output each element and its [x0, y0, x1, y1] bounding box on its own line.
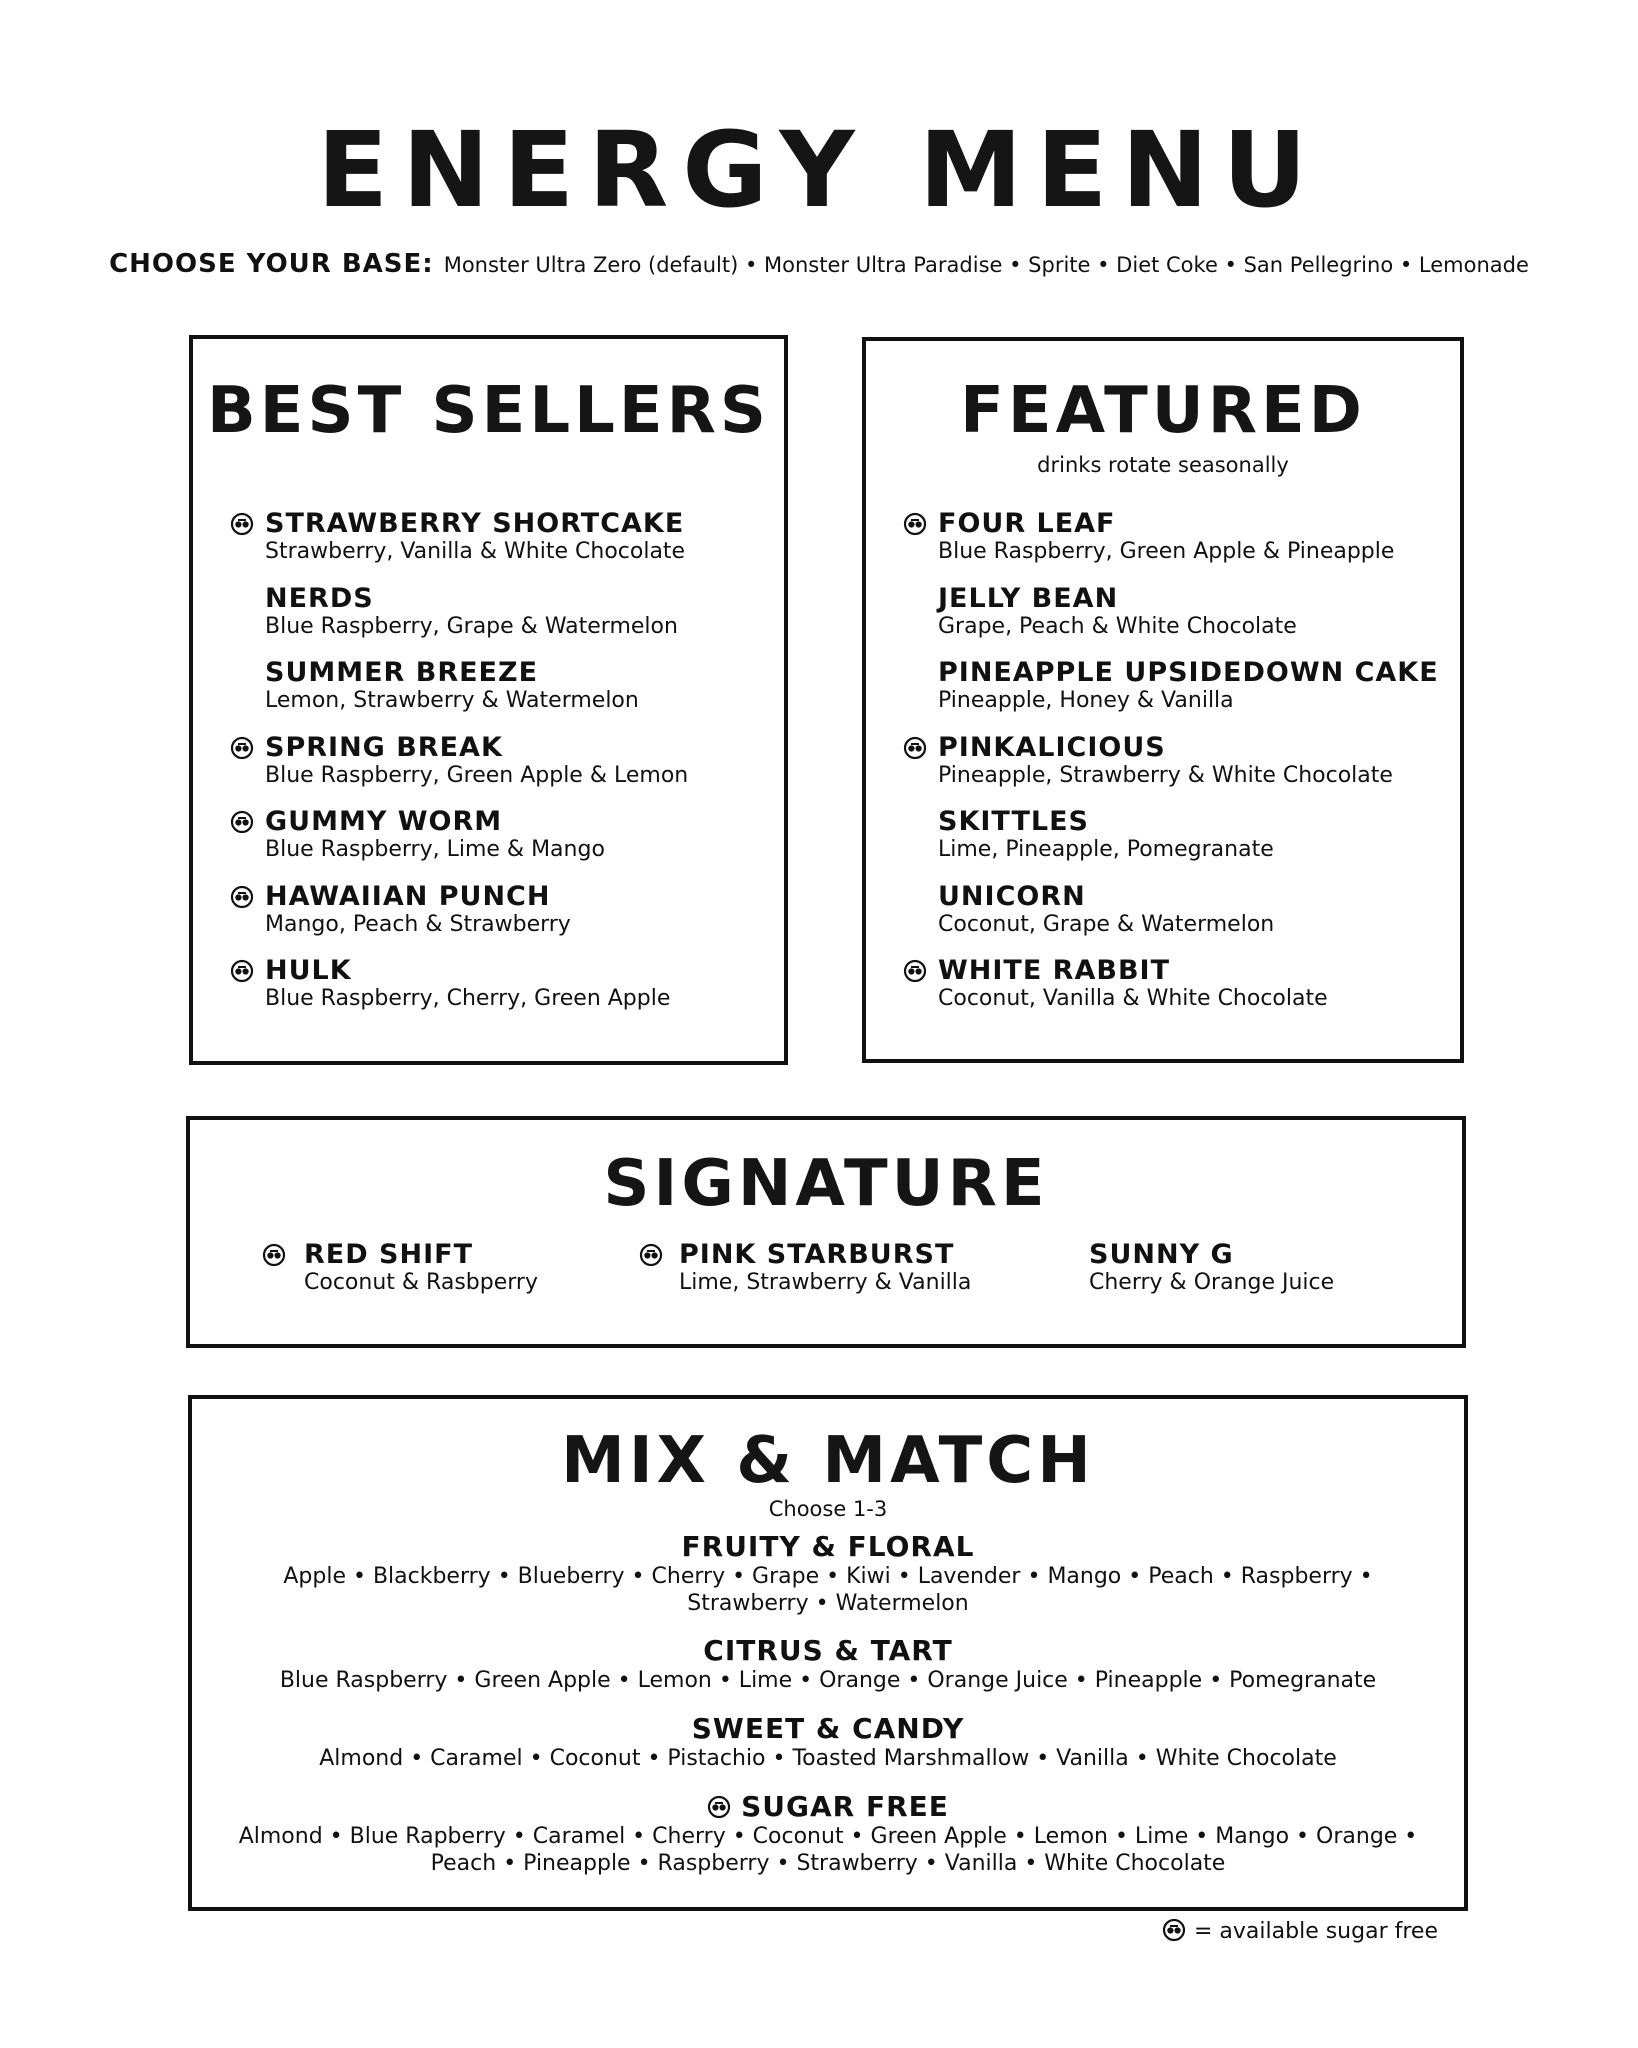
base-line	[0, 249, 1638, 279]
menu-item-name: SPRING BREAK	[265, 731, 503, 763]
menu-item-desc: Lemon, Strawberry & Watermelon	[265, 688, 639, 713]
menu-item	[938, 658, 1439, 714]
mix-group-flavors	[192, 1563, 1464, 1617]
signature-item-desc: Coconut & Rasbperry	[304, 1270, 538, 1295]
menu-item	[265, 584, 678, 640]
menu-item-name: WHITE RABBIT	[938, 955, 1170, 986]
sugar-free-icon	[230, 959, 254, 983]
menu-item-name: GUMMY WORM	[265, 806, 503, 837]
menu-item-name: STRAWBERRY SHORTCAKE	[265, 508, 685, 539]
mix-group-heading	[192, 1531, 1464, 1563]
signature-item	[304, 1240, 538, 1296]
sugar-free-icon	[903, 959, 927, 983]
featured-box	[862, 337, 1464, 1063]
mix-group-heading-text: CITRUS & TART	[703, 1634, 953, 1667]
menu-item-name: PINKALICIOUS	[938, 731, 1166, 763]
mix-group-line: Blue Raspberry • Green Apple • Lemon • Lime • Orange • Orange Juice • Pineapple • Pomegranate	[279, 1668, 1377, 1693]
menu-item	[265, 509, 685, 565]
mix-group-flavors	[192, 1823, 1464, 1877]
best-sellers-title: BEST SELLERS	[207, 374, 770, 448]
mix-group-flavors	[192, 1745, 1464, 1772]
sugar-free-icon	[230, 512, 254, 536]
legend-text: = available sugar free	[1194, 1919, 1438, 1944]
menu-item-name: UNICORN	[938, 880, 1086, 912]
sugar-free-icon	[230, 810, 254, 834]
menu-item-desc: Lime, Pineapple, Pomegranate	[938, 837, 1274, 862]
menu-item-desc: Pineapple, Honey & Vanilla	[938, 688, 1234, 713]
mix-group-line: Apple • Blackberry • Blueberry • Cherry • Grape • Kiwi • Lavender • Mango • Peach • Raspberry •	[283, 1564, 1373, 1589]
menu-item-name: HULK	[265, 955, 352, 986]
menu-item	[938, 509, 1394, 565]
signature-item	[1089, 1240, 1334, 1296]
mix-group-line: Peach • Pineapple • Raspberry • Strawberry • Vanilla • White Chocolate	[430, 1851, 1226, 1876]
mix-group-line: Strawberry • Watermelon	[687, 1591, 969, 1616]
menu-item-desc: Blue Raspberry, Cherry, Green Apple	[265, 986, 671, 1011]
mix-group-line: Almond • Caramel • Coconut • Pistachio • Toasted Marshmallow • Vanilla • White Chocolate	[319, 1746, 1337, 1771]
signature-title: SIGNATURE	[603, 1147, 1049, 1221]
menu-item-desc: Blue Raspberry, Lime & Mango	[265, 837, 605, 862]
menu-item-name: NERDS	[265, 582, 374, 614]
sugar-free-icon	[262, 1243, 286, 1267]
menu-item-name: PINEAPPLE UPSIDEDOWN CAKE	[938, 657, 1439, 688]
legend	[1162, 1918, 1438, 1944]
sugar-free-icon	[707, 1795, 731, 1819]
mix-group-flavors	[192, 1667, 1464, 1694]
sugar-free-icon	[903, 736, 927, 760]
menu-item-name: SKITTLES	[938, 806, 1089, 837]
menu-item-desc: Pineapple, Strawberry & White Chocolate	[938, 762, 1393, 788]
sugar-free-icon	[230, 736, 254, 760]
signature-item-name: PINK STARBURST	[679, 1239, 955, 1270]
signature-item-desc: Cherry & Orange Juice	[1089, 1270, 1335, 1295]
menu-item	[938, 882, 1274, 938]
mix-match-title: MIX & MATCH	[561, 1424, 1095, 1498]
menu-item	[265, 807, 605, 863]
menu-item	[265, 956, 670, 1012]
mix-group-line: Almond • Blue Rapberry • Caramel • Cherry • Coconut • Green Apple • Lemon • Lime • Mango • Orange •	[238, 1824, 1418, 1849]
menu-item-name: SUMMER BREEZE	[265, 657, 539, 688]
mix-group-heading-text: SWEET & CANDY	[691, 1712, 965, 1745]
signature-box	[186, 1116, 1466, 1348]
mix-group-heading-text: FRUITY & FLORAL	[681, 1530, 975, 1563]
mix-match-box	[188, 1395, 1468, 1911]
menu-item-desc: Blue Raspberry, Grape & Watermelon	[265, 613, 678, 639]
menu-item	[265, 658, 639, 714]
menu-item	[265, 882, 571, 938]
menu-item	[938, 956, 1328, 1012]
menu-item-desc: Grape, Peach & White Chocolate	[938, 613, 1297, 639]
featured-title: FEATURED	[960, 374, 1366, 448]
mix-group-heading-text: SUGAR FREE	[741, 1790, 949, 1823]
best-sellers-box	[189, 335, 788, 1065]
signature-item	[679, 1240, 971, 1296]
sugar-free-icon	[1162, 1918, 1186, 1942]
menu-item-desc: Strawberry, Vanilla & White Chocolate	[265, 539, 686, 564]
base-options: Monster Ultra Zero (default) • Monster Ultra Paradise • Sprite • Diet Coke • San Pellegrino • Lemonade	[443, 253, 1529, 277]
sugar-free-icon	[903, 512, 927, 536]
sugar-free-icon	[639, 1243, 663, 1267]
sugar-free-icon	[230, 885, 254, 909]
menu-item-desc: Blue Raspberry, Green Apple & Lemon	[265, 762, 689, 788]
menu-item-desc: Coconut, Vanilla & White Chocolate	[938, 986, 1328, 1011]
menu-item	[265, 733, 688, 789]
mix-group-heading	[192, 1635, 1464, 1667]
menu-item-name: HAWAIIAN PUNCH	[265, 880, 551, 912]
menu-item-name: JELLY BEAN	[938, 582, 1119, 614]
menu-item-desc: Blue Raspberry, Green Apple & Pineapple	[938, 539, 1395, 564]
signature-item-name: SUNNY G	[1089, 1239, 1234, 1270]
featured-subtitle: drinks rotate seasonally	[1037, 453, 1289, 477]
menu-title: ENERGY MENU	[317, 109, 1321, 231]
menu-item-name: FOUR LEAF	[938, 508, 1116, 539]
mix-match-subtitle: Choose 1-3	[768, 1497, 888, 1521]
menu-item-desc: Coconut, Grape & Watermelon	[938, 911, 1275, 937]
menu-item	[938, 733, 1393, 789]
signature-item-desc: Lime, Strawberry & Vanilla	[679, 1270, 972, 1295]
menu-item	[938, 807, 1274, 863]
mix-group-heading	[192, 1791, 1464, 1823]
base-label: CHOOSE YOUR BASE:	[109, 249, 434, 279]
menu-item-desc: Mango, Peach & Strawberry	[265, 911, 571, 937]
menu-item	[938, 584, 1297, 640]
mix-group-heading	[192, 1713, 1464, 1745]
signature-item-name: RED SHIFT	[304, 1239, 473, 1270]
